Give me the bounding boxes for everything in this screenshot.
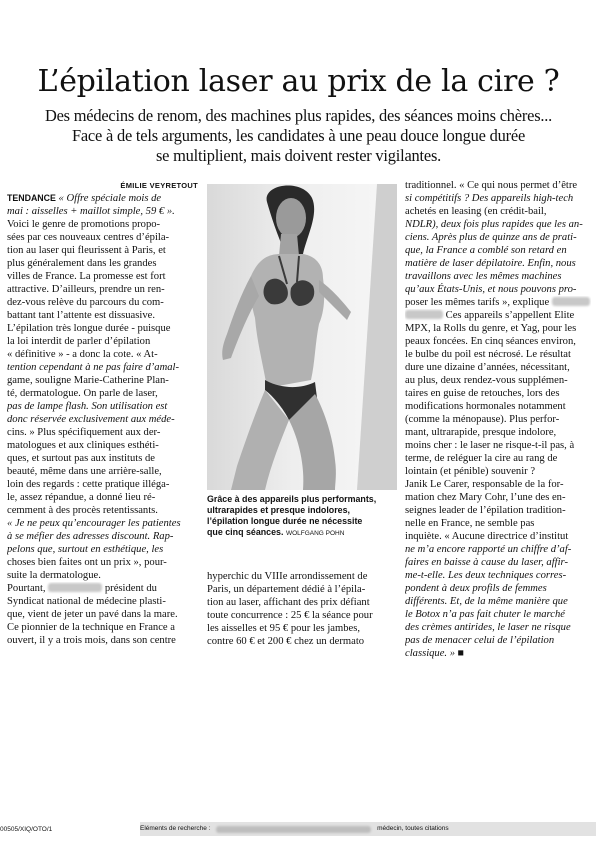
- text-line: [7, 400, 202, 413]
- text-line: villes de France. La promesse est fort: [7, 271, 166, 282]
- text-fragment: poser les mêmes tarifs », explique: [405, 297, 550, 308]
- text-fragment: pas de lampe flash. Son utilisation est: [7, 401, 168, 412]
- text-line: [405, 647, 591, 660]
- text-line: [7, 205, 202, 218]
- text-fragment: donc réservée exclusivement aux méde-: [7, 414, 175, 425]
- text-fragment: « Offre spéciale mois de: [58, 193, 162, 204]
- text-fragment: mai : aisselles + maillot simple, 59 € ».: [7, 206, 175, 217]
- article-photo: [207, 184, 397, 490]
- text-line: [405, 634, 591, 647]
- text-line: attractive. D’ailleurs, prendre un ren-: [7, 284, 165, 295]
- text-fragment: différents. Et, de la même manière que: [405, 596, 568, 607]
- redacted-name: [552, 297, 590, 306]
- text-line: sées par ces nouveaux centres d’épila-: [7, 232, 170, 243]
- redacted-name: [405, 310, 443, 319]
- article-title: L’épilation laser au prix de la cire ?: [37, 64, 560, 99]
- text-line: [7, 543, 202, 556]
- byline: ÉMILIE VEYRETOUT: [120, 181, 198, 190]
- kicker: TENDANCE: [7, 193, 56, 203]
- text-fragment: des crèmes antirides, le laser ne risque: [405, 622, 571, 633]
- text-line: [7, 517, 202, 530]
- text-line: Janik Le Carer, responsable de la for-: [405, 479, 564, 490]
- text-fragment: ne m’a encore rapporté un chiffre d’af-: [405, 544, 572, 555]
- photo-credit: WOLFGANG POHN: [285, 530, 345, 537]
- text-line: tion au laser qui fleurissent à Paris, et: [7, 245, 166, 256]
- text-line: seignes leader de l’épilation tradition-: [405, 505, 566, 516]
- text-line: loin des regards : cette pratique illéga-: [7, 479, 170, 490]
- text-line: matologues et aux cliniques esthéti-: [7, 440, 159, 451]
- text-fragment: pas de menacer celui de l’épilation: [405, 635, 555, 646]
- text-line: traditionnel. « Ce qui nous permet d’être: [405, 180, 578, 191]
- text-line: [405, 296, 591, 309]
- text-fragment: le Botox n’a pas fait chuter le marché: [405, 609, 565, 620]
- text-line: mant, ultrarapide, presque indolore,: [405, 427, 557, 438]
- text-line: peaux foncées. En cinq séances environ,: [405, 336, 576, 347]
- text-line: modifications hormonales notamment: [405, 401, 566, 412]
- text-fragment: que cinq séances.: [207, 527, 284, 537]
- text-line: ouvert, il y a trois mois, dans son centre: [7, 635, 176, 646]
- column-3: [405, 179, 591, 660]
- text-line: [405, 621, 591, 634]
- text-line: achetés en leasing (en crédit-bail,: [405, 206, 547, 217]
- text-fragment: matière de laser dépilatoire. Enfin, nous: [405, 258, 576, 269]
- text-line: [7, 413, 202, 426]
- text-line: le bulbe du poil est nécrosé. Le résultat: [405, 349, 571, 360]
- text-line: contre 60 € et 200 € chez un dermato: [207, 636, 365, 647]
- text-line: plus généralement dans les grandes: [7, 258, 157, 269]
- text-line: terme, de reléguer la cire au rang de: [405, 453, 558, 464]
- text-line: hyperchic du VIIIe arrondissement de: [207, 571, 368, 582]
- text-line: le, assez répandue, a donné lieu ré-: [7, 492, 156, 503]
- caption-line: l’épilation longue durée ne nécessite: [207, 516, 363, 526]
- search-label: Eléments de recherche :: [140, 825, 211, 832]
- text-fragment: qu’aux États-Unis, et nous pouvons pro-: [405, 284, 577, 295]
- woman-in-bikini-illustration: [207, 184, 397, 490]
- text-line: taires en guise de retouches, lors des: [405, 388, 560, 399]
- text-line: MPX, la Rolls du genre, et Yag, pour les: [405, 323, 577, 334]
- text-line: Paris, un département dédié à l’épila-: [207, 584, 366, 595]
- text-fragment: travaillons avec les mêmes machines: [405, 271, 562, 282]
- text-line: choses bien faites ont un prix », pour-: [7, 557, 167, 568]
- text-line: [405, 231, 591, 244]
- text-line: cemment à des procès retentissants.: [7, 505, 158, 516]
- caption-line: [207, 527, 397, 539]
- text-line: [7, 530, 202, 543]
- text-line: beauté, même dans une arrière-salle,: [7, 466, 162, 477]
- text-line: toute concurrence : 25 € la séance pour: [207, 610, 373, 621]
- redacted-search-terms: [216, 826, 371, 833]
- text-line: que, vient de jeter un pavé dans la mare.: [7, 609, 178, 620]
- text-line: té, dermatologue. On parle de laser,: [7, 388, 158, 399]
- deck-line: se multiplient, mais doivent rester vigilantes.: [155, 146, 442, 165]
- text-line: [405, 556, 591, 569]
- column-1: [7, 192, 202, 647]
- text-line: Voici le genre de promotions propo-: [7, 219, 161, 230]
- text-fragment: pondent à deux profils de femmes: [405, 583, 547, 594]
- text-fragment: que, la France a comblé son retard en: [405, 245, 567, 256]
- search-suffix: médecin, toutes citations: [377, 825, 449, 832]
- text-line: moins cher : le laser ne risque-t-il pas, à: [405, 440, 575, 451]
- text-line: [7, 582, 202, 595]
- text-line: [405, 244, 591, 257]
- text-line: [405, 309, 591, 322]
- text-fragment: Ces appareils s’appellent Elite: [445, 310, 575, 321]
- text-fragment: président du: [104, 583, 157, 594]
- document-code: 00505/XIQ/OTO/1: [0, 826, 53, 833]
- text-fragment: si compétitifs ? Des appareils high-tech: [405, 193, 574, 204]
- text-line: [405, 257, 591, 270]
- caption-line: ultrarapides et presque indolores,: [207, 505, 351, 515]
- column-2: [207, 570, 397, 648]
- text-line: [7, 192, 202, 205]
- text-fragment: NDLR), deux fois plus rapides que les an-: [405, 219, 583, 230]
- text-line: (comme la ménopause). Plus perfor-: [405, 414, 560, 425]
- text-fragment: tention cependant à ne pas faire d’amal-: [7, 362, 180, 373]
- text-line: [405, 543, 591, 556]
- text-line: au plus, deux rendez-vous supplémen-: [405, 375, 568, 386]
- text-fragment: à se méfier des adresses discount. Rap-: [7, 531, 174, 542]
- text-line: cins. » Plus spécifiquement aux der-: [7, 427, 161, 438]
- text-line: [405, 270, 591, 283]
- text-fragment: me-t-elle. Les deux techniques corres-: [405, 570, 567, 581]
- text-line: inquiète. « Aucune directrice d’institut: [405, 531, 569, 542]
- text-line: suite la dermatologue.: [7, 570, 101, 581]
- redacted-name: [48, 583, 102, 592]
- photo-caption: [207, 494, 397, 539]
- text-line: mation chez Mary Cohr, l’une des en-: [405, 492, 566, 503]
- text-line: Syndicat national de médecine plasti-: [7, 596, 166, 607]
- text-line: tion au laser, affichant des prix défiant: [207, 597, 370, 608]
- search-elements-bar: [140, 822, 596, 836]
- article-deck: [0, 106, 597, 166]
- text-line: nelle en France, ne semble pas: [405, 518, 535, 529]
- text-line: lointain (et pénible) souvenir ?: [405, 466, 536, 477]
- text-line: [405, 595, 591, 608]
- text-fragment: ciens. Après plus de quinze ans de prati-: [405, 232, 577, 243]
- text-line: [7, 361, 202, 374]
- text-line: L’épilation très longue durée - puisque: [7, 323, 171, 334]
- text-line: battant tant l’attente est dissuasive.: [7, 310, 155, 321]
- text-fragment: Pourtant,: [7, 583, 46, 594]
- text-line: « définitive » - a donc la cote. « At-: [7, 349, 158, 360]
- text-line: [405, 569, 591, 582]
- text-line: dez-vous relève du parcours du com-: [7, 297, 164, 308]
- text-line: [405, 192, 591, 205]
- text-line: les aisselles et 95 € pour les jambes,: [207, 623, 360, 634]
- text-line: [405, 608, 591, 621]
- text-fragment: « Je ne peux qu’encourager les patientes: [7, 518, 181, 529]
- text-fragment: pelons que, surtout en esthétique, les: [7, 544, 164, 555]
- text-line: [405, 218, 591, 231]
- deck-line: Des médecins de renom, des machines plus rapides, des séances moins chères...: [44, 106, 553, 125]
- text-line: dure une dizaine d’années, nécessitant,: [405, 362, 570, 373]
- text-line: la loi interdit de parler d’épilation: [7, 336, 151, 347]
- text-line: Ce pionnier de la technique en France a: [7, 622, 175, 633]
- text-line: [405, 582, 591, 595]
- caption-line: Grâce à des appareils plus performants,: [207, 494, 377, 504]
- text-line: game, souligne Marie-Catherine Plan-: [7, 375, 169, 386]
- text-line: ques, et surtout pas aux instituts de: [7, 453, 156, 464]
- deck-line: Face à de tels arguments, les candidates à une peau douce longue durée: [71, 126, 526, 145]
- text-fragment: faires en baisse à cause du laser, affir-: [405, 557, 568, 568]
- text-line: [405, 283, 591, 296]
- text-fragment: classique. » ■: [405, 648, 465, 659]
